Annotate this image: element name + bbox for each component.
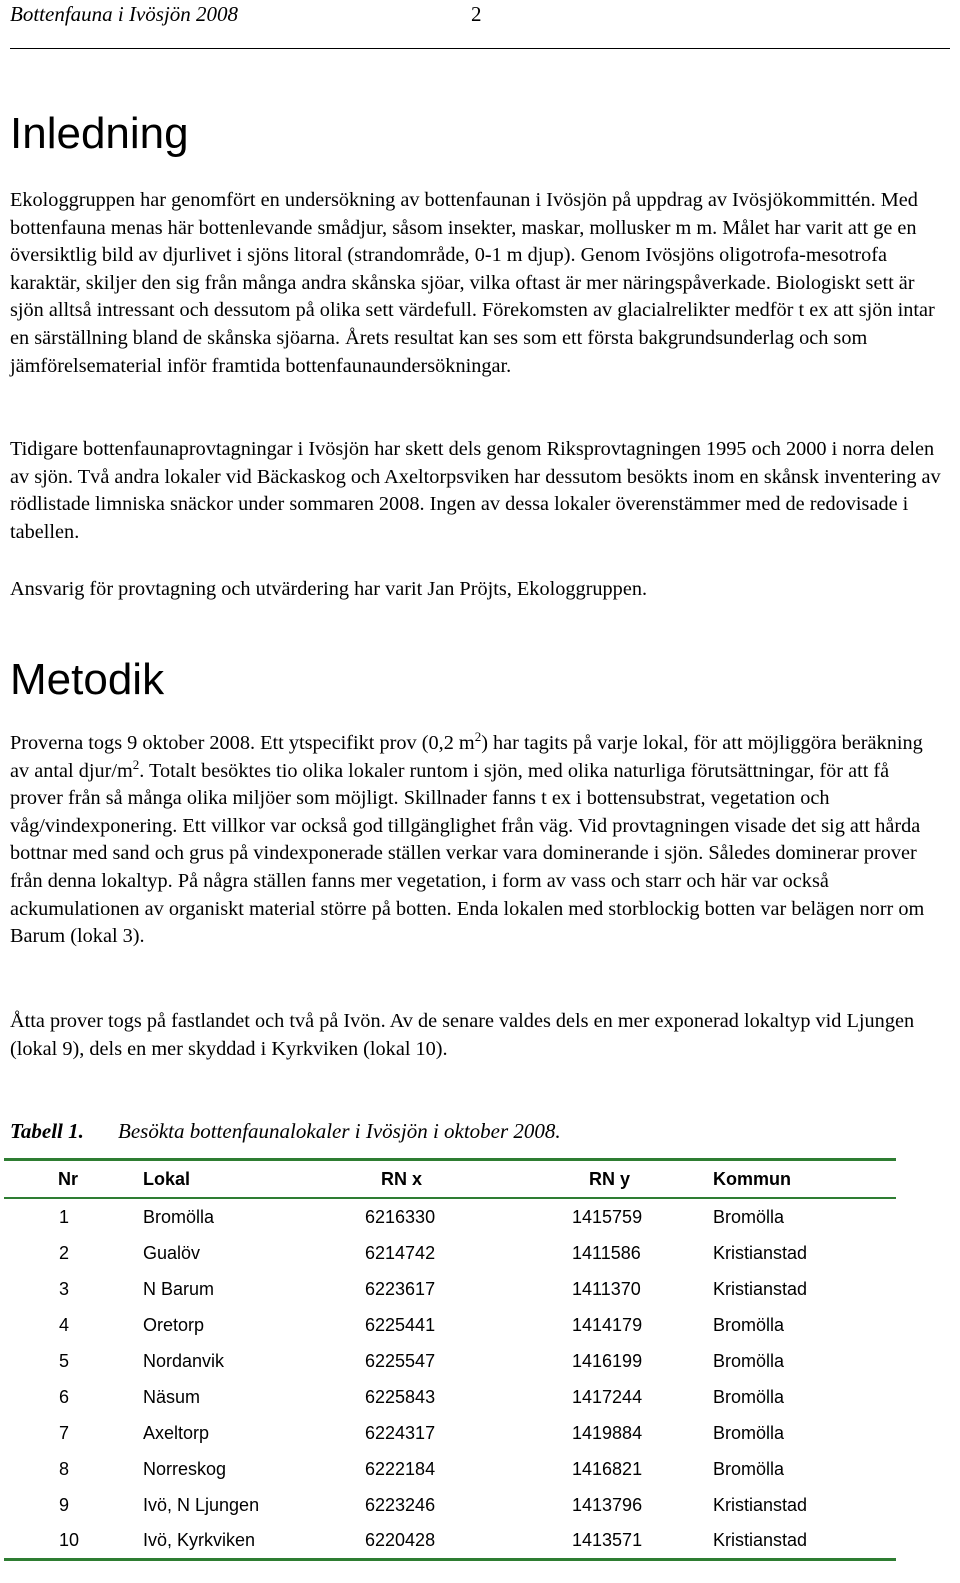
cell-kommun: Kristianstad — [713, 1495, 808, 1515]
cell-rn-x: 6216330 — [365, 1207, 436, 1227]
cell-rn-y: 1419884 — [572, 1423, 643, 1443]
cell-kommun: Bromölla — [713, 1387, 785, 1407]
paragraph-intro-3: Ansvarig för provtagning och utvärdering har varit Jan Pröjts, Ekologgruppen. — [10, 578, 648, 600]
table-row — [4, 1451, 896, 1487]
cell-kommun: Kristianstad — [713, 1279, 808, 1299]
cell-lokal: Bromölla — [143, 1207, 215, 1227]
cell-lokal: Ivö, Kyrkviken — [143, 1530, 256, 1550]
column-header-rn-x: RN x — [381, 1169, 423, 1189]
heading-inledning: Inledning — [10, 109, 189, 158]
cell-nr: 7 — [59, 1423, 70, 1443]
cell-kommun: Bromölla — [713, 1315, 785, 1335]
table-row — [4, 1487, 896, 1523]
cell-rn-x: 6225843 — [365, 1387, 436, 1407]
cell-kommun: Bromölla — [713, 1423, 785, 1443]
table-caption-label: Tabell 1. — [10, 1119, 84, 1143]
table-row — [4, 1307, 896, 1343]
column-header-lokal: Lokal — [143, 1169, 191, 1189]
cell-rn-x: 6214742 — [365, 1243, 436, 1263]
cell-rn-y: 1414179 — [572, 1315, 643, 1335]
table-row — [4, 1415, 896, 1451]
paragraph-intro-1: Ekologgruppen har genomfört en undersökning av bottenfaunan i Ivösjön på uppdrag av Ivösjökommittén. Med bottenfauna menas här bottenlevande smådjur, såsom insekter, maskar, mollusker m m. Målet har varit att ge en översiktlig bild av djurlivet i sjöns litoral (strandområde, 0-1 m djup). Genom Ivösjöns oligotrofa-mesotrofa karaktär, skiljer den sig från många andra skånska sjöar, vilka oftast är mer näringspåverkade. Biologiskt sett är sjön alltså intressant och dessutom på olika sett värdefull. Förekomsten av glacialrelikter medför t ex att sjön intar en särställning bland de skånska sjöarna. Årets resultat kan ses som ett första bakgrundsunderlag och som jämförelsematerial inför framtida bottenfaunaundersökningar. — [10, 189, 935, 377]
header-divider — [10, 48, 950, 49]
cell-nr: 6 — [59, 1387, 70, 1407]
table-row — [4, 1235, 896, 1271]
cell-lokal: Axeltorp — [143, 1423, 210, 1443]
cell-rn-x: 6220428 — [365, 1530, 436, 1550]
cell-nr: 9 — [59, 1495, 70, 1515]
cell-rn-x: 6225547 — [365, 1351, 436, 1371]
table-row — [4, 1343, 896, 1379]
cell-nr: 5 — [59, 1351, 70, 1371]
superscript-2: 2 — [474, 729, 482, 745]
cell-rn-x: 6222184 — [365, 1459, 436, 1479]
cell-lokal: Nordanvik — [143, 1351, 225, 1371]
cell-lokal: N Barum — [143, 1279, 215, 1299]
table-row — [4, 1271, 896, 1307]
table-row — [4, 1379, 896, 1415]
cell-nr: 8 — [59, 1459, 70, 1479]
cell-rn-y: 1417244 — [572, 1387, 643, 1407]
cell-rn-y: 1416199 — [572, 1351, 643, 1371]
superscript-2: 2 — [132, 756, 140, 772]
table-row — [4, 1199, 896, 1235]
cell-kommun: Bromölla — [713, 1207, 785, 1227]
cell-lokal: Oretorp — [143, 1315, 205, 1335]
cell-rn-y: 1413796 — [572, 1495, 643, 1515]
cell-kommun: Bromölla — [713, 1351, 785, 1371]
cell-kommun: Kristianstad — [713, 1243, 808, 1263]
table-caption-text: Besökta bottenfaunalokaler i Ivösjön i oktober 2008. — [118, 1119, 561, 1143]
cell-rn-y: 1415759 — [572, 1207, 643, 1227]
column-header-nr: Nr — [58, 1169, 79, 1189]
cell-nr: 3 — [59, 1279, 70, 1299]
cell-kommun: Bromölla — [713, 1459, 785, 1479]
table-caption — [10, 1117, 561, 1145]
cell-nr: 1 — [59, 1207, 70, 1227]
paragraph-intro-2: Tidigare bottenfaunaprovtagningar i Ivösjön har skett dels genom Riksprovtagningen 1995 och 2000 i norra delen av sjön. Två andra lokaler vid Bäckaskog och Axeltorpsviken har dessutom besökts inom en skånsk inventering av rödlistade limniska snäckor under sommaren 2008. Ingen av dessa lokaler överenstämmer med de redovisade i tabellen. — [10, 438, 941, 543]
method-text-part-1: Proverna togs 9 oktober 2008. Ett ytspecifikt prov (0,2 m — [10, 732, 475, 754]
cell-rn-x: 6224317 — [365, 1423, 436, 1443]
page-number: 2 — [471, 2, 482, 26]
cell-rn-y: 1413571 — [572, 1530, 643, 1550]
method-text-part-2: ) har tagits på varje lokal, för att möjliggöra beräkning av antal djur/m — [10, 732, 923, 782]
cell-rn-y: 1416821 — [572, 1459, 643, 1479]
paragraph-method-2: Åtta prover togs på fastlandet och två på Ivön. Av de senare valdes dels en mer exponerad lokaltyp vid Ljungen (lokal 9), dels en mer skyddad i Kyrkviken (lokal 10). — [10, 1010, 915, 1060]
cell-kommun: Kristianstad — [713, 1530, 808, 1550]
cell-nr: 4 — [59, 1315, 70, 1335]
cell-rn-y: 1411370 — [572, 1279, 641, 1299]
cell-rn-x: 6225441 — [365, 1315, 436, 1335]
running-header-title: Bottenfauna i Ivösjön 2008 — [10, 2, 239, 26]
table-row — [4, 1522, 896, 1558]
column-header-kommun: Kommun — [713, 1169, 791, 1189]
heading-metodik: Metodik — [10, 655, 165, 704]
cell-rn-x: 6223246 — [365, 1495, 436, 1515]
cell-rn-x: 6223617 — [365, 1279, 436, 1299]
method-text-part-3: . Totalt besöktes tio olika lokaler runtom i sjön, med olika naturliga förutsättningar, för att få prover från så många olika miljöer som möjligt. Skillnader fanns t ex i bottensubstrat, vegetation och våg/vindexponering. Ett villkor var också god tillgänglighet från väg. Vid provtagningen visade det sig att hårda bottnar med sand och grus på vindexponerade ställen verkar vara dominerande i sjön. Således dominerar prover från denna lokaltyp. På några ställen fanns mer vegetation, i form av vass och starr och här var också ackumulationen av organiskt material större på botten. Enda lokalen med storblockig botten var belägen norr om Barum (lokal 3). — [10, 759, 925, 948]
cell-lokal: Norreskog — [143, 1459, 227, 1479]
paragraph-method-1 — [10, 730, 946, 951]
cell-nr: 10 — [59, 1530, 80, 1550]
table-header-row — [4, 1161, 896, 1197]
cell-rn-y: 1411586 — [572, 1243, 641, 1263]
column-header-rn-y: RN y — [589, 1169, 631, 1189]
cell-nr: 2 — [59, 1243, 70, 1263]
table-bottom-rule — [4, 1558, 896, 1561]
cell-lokal: Ivö, N Ljungen — [143, 1495, 260, 1515]
cell-lokal: Gualöv — [143, 1243, 201, 1263]
cell-lokal: Näsum — [143, 1387, 201, 1407]
